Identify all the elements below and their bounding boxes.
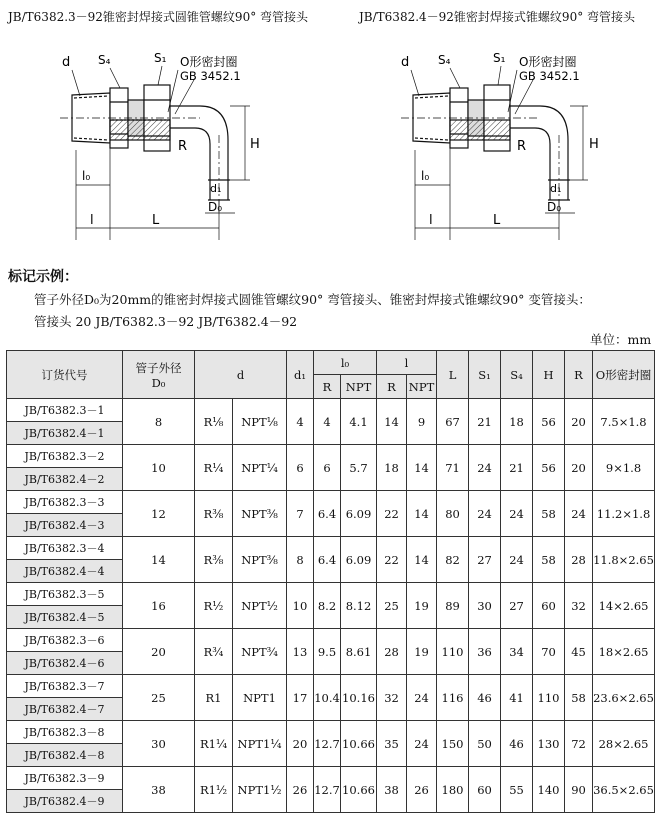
cell-d-npt: NPT³⁄₄ [233, 629, 287, 675]
cell-d1: 6 [287, 445, 314, 491]
cell-l-npt: 14 [407, 491, 437, 537]
order-code-cell: JB/T6382.4－2 [7, 468, 123, 491]
cell-od: 25 [123, 675, 195, 721]
unit-label: 单位：mm [590, 332, 652, 347]
cell-l-npt: 9 [407, 399, 437, 445]
header-od [123, 351, 195, 399]
cell-S1: 24 [469, 491, 501, 537]
order-code-cell: JB/T6382.3－2 [7, 445, 123, 468]
cell-d-r: R³⁄₈ [195, 537, 233, 583]
cell-l0-npt: 6.09 [341, 537, 377, 583]
header-oring: O形密封圈 [593, 351, 655, 399]
example-line-2: 管接头 20 JB/T6382.3－92 JB/T6382.4－92 [34, 314, 298, 329]
cell-R: 90 [565, 767, 593, 813]
cell-H: 110 [533, 675, 565, 721]
cell-L: 71 [437, 445, 469, 491]
cell-oring: 7.5×1.8 [593, 399, 655, 445]
label-s4: S₄ [438, 53, 451, 67]
cell-l0-npt: 8.61 [341, 629, 377, 675]
cell-d-npt: NPT¹⁄₂ [233, 583, 287, 629]
table-row [7, 445, 655, 468]
cell-R: 72 [565, 721, 593, 767]
label-l: l [90, 213, 94, 228]
cell-L: 67 [437, 399, 469, 445]
order-code-cell: JB/T6382.3－7 [7, 675, 123, 698]
label-s1: S₁ [493, 51, 506, 65]
label-gb: GB 3452.1 [180, 69, 241, 83]
figure-1-caption: JB/T6382.3－92锥密封焊接式圆锥管螺纹90° 弯管接头 [8, 10, 309, 24]
header-l0-NPT: NPT [341, 375, 377, 399]
label-oring: O形密封圈 [519, 55, 577, 69]
table-body [7, 399, 655, 813]
cell-oring: 11.2×1.8 [593, 491, 655, 537]
cell-oring: 28×2.65 [593, 721, 655, 767]
cell-L: 110 [437, 629, 469, 675]
label-l: l [429, 213, 433, 228]
cell-d-r: R³⁄₄ [195, 629, 233, 675]
label-d: d [62, 55, 71, 70]
cell-L: 150 [437, 721, 469, 767]
cell-l-r: 38 [377, 767, 407, 813]
cell-L: 80 [437, 491, 469, 537]
label-l0: l₀ [82, 169, 91, 183]
cell-l-npt: 19 [407, 583, 437, 629]
cell-S1: 60 [469, 767, 501, 813]
cell-H: 56 [533, 399, 565, 445]
header-H: H [533, 351, 565, 399]
label-h: H [250, 137, 260, 152]
header-l-NPT: NPT [407, 375, 437, 399]
table-row [7, 721, 655, 744]
order-code-cell: JB/T6382.3－8 [7, 721, 123, 744]
cell-R: 20 [565, 399, 593, 445]
label-D0: D₀ [208, 200, 223, 214]
cell-d1: 8 [287, 537, 314, 583]
cell-d1: 4 [287, 399, 314, 445]
order-code-cell: JB/T6382.4－6 [7, 652, 123, 675]
cell-S1: 27 [469, 537, 501, 583]
cell-d1: 13 [287, 629, 314, 675]
order-code-cell: JB/T6382.4－3 [7, 514, 123, 537]
cell-H: 60 [533, 583, 565, 629]
order-code-cell: JB/T6382.3－3 [7, 491, 123, 514]
table-row [7, 583, 655, 606]
spec-table [6, 350, 655, 813]
cell-d-r: R1¹⁄₂ [195, 767, 233, 813]
figure-2-caption: JB/T6382.4－92锥密封焊接式锥螺纹90° 弯管接头 [359, 10, 636, 24]
cell-L: 116 [437, 675, 469, 721]
header-l: l [377, 351, 437, 375]
header-d: d [195, 351, 287, 399]
cell-S1: 36 [469, 629, 501, 675]
order-code-cell: JB/T6382.3－6 [7, 629, 123, 652]
header-R: R [565, 351, 593, 399]
label-d1: d₁ [550, 182, 562, 195]
cell-oring: 9×1.8 [593, 445, 655, 491]
cell-d-r: R¹⁄₂ [195, 583, 233, 629]
cell-L: 89 [437, 583, 469, 629]
label-gb: GB 3452.1 [519, 69, 580, 83]
cell-l0-r: 8.2 [314, 583, 341, 629]
cell-l-r: 32 [377, 675, 407, 721]
cell-R: 58 [565, 675, 593, 721]
cell-oring: 14×2.65 [593, 583, 655, 629]
cell-S4: 18 [501, 399, 533, 445]
cell-d-r: R1¹⁄₄ [195, 721, 233, 767]
header-l0: l₀ [314, 351, 377, 375]
header-l0-R: R [314, 375, 341, 399]
cell-l0-npt: 10.16 [341, 675, 377, 721]
cell-H: 58 [533, 491, 565, 537]
header-d1: d₁ [287, 351, 314, 399]
cell-l-r: 22 [377, 491, 407, 537]
cell-od: 14 [123, 537, 195, 583]
cell-d-npt: NPT³⁄₈ [233, 491, 287, 537]
cell-R: 24 [565, 491, 593, 537]
cell-l-npt: 24 [407, 675, 437, 721]
cell-d-r: R¹⁄₄ [195, 445, 233, 491]
cell-l0-npt: 10.66 [341, 767, 377, 813]
cell-R: 32 [565, 583, 593, 629]
order-code-cell: JB/T6382.4－9 [7, 790, 123, 813]
cell-l-r: 14 [377, 399, 407, 445]
cell-oring: 11.8×2.65 [593, 537, 655, 583]
label-oring: O形密封圈 [180, 55, 238, 69]
header-od-line2: D₀ [151, 375, 166, 390]
cell-S4: 46 [501, 721, 533, 767]
cell-d-npt: NPT¹⁄₈ [233, 399, 287, 445]
label-r: R [517, 139, 527, 154]
table-row [7, 537, 655, 560]
cell-l0-npt: 6.09 [341, 491, 377, 537]
cell-S1: 30 [469, 583, 501, 629]
label-d: d [401, 55, 410, 70]
cell-S1: 46 [469, 675, 501, 721]
cell-l-r: 22 [377, 537, 407, 583]
cell-S4: 41 [501, 675, 533, 721]
cell-od: 30 [123, 721, 195, 767]
cell-d-npt: NPT¹⁄₄ [233, 445, 287, 491]
label-d1: d₁ [210, 182, 222, 195]
order-code-cell: JB/T6382.4－7 [7, 698, 123, 721]
cell-d1: 7 [287, 491, 314, 537]
header-code: 订货代号 [7, 351, 123, 399]
cell-d-npt: NPT1¹⁄₂ [233, 767, 287, 813]
cell-d-r: R¹⁄₈ [195, 399, 233, 445]
cell-l0-npt: 5.7 [341, 445, 377, 491]
cell-H: 56 [533, 445, 565, 491]
cell-l0-r: 10.4 [314, 675, 341, 721]
order-code-cell: JB/T6382.3－1 [7, 399, 123, 422]
cell-d1: 10 [287, 583, 314, 629]
header-L: L [437, 351, 469, 399]
cell-l0-npt: 10.66 [341, 721, 377, 767]
cell-S4: 24 [501, 537, 533, 583]
label-h: H [589, 137, 599, 152]
label-l0: l₀ [421, 169, 430, 183]
cell-H: 70 [533, 629, 565, 675]
cell-S4: 34 [501, 629, 533, 675]
cell-d-r: R1 [195, 675, 233, 721]
example-heading: 标记示例： [8, 269, 78, 285]
cell-l0-npt: 8.12 [341, 583, 377, 629]
cell-l0-npt: 4.1 [341, 399, 377, 445]
cell-d-r: R³⁄₈ [195, 491, 233, 537]
cell-R: 20 [565, 445, 593, 491]
cell-d1: 26 [287, 767, 314, 813]
cell-H: 140 [533, 767, 565, 813]
order-code-cell: JB/T6382.3－4 [7, 537, 123, 560]
cell-od: 10 [123, 445, 195, 491]
order-code-cell: JB/T6382.4－8 [7, 744, 123, 767]
cell-od: 38 [123, 767, 195, 813]
table-row [7, 629, 655, 652]
cell-R: 28 [565, 537, 593, 583]
cell-l-r: 28 [377, 629, 407, 675]
cell-L: 180 [437, 767, 469, 813]
cell-d1: 20 [287, 721, 314, 767]
cell-d1: 17 [287, 675, 314, 721]
order-code-cell: JB/T6382.4－5 [7, 606, 123, 629]
cell-l-npt: 19 [407, 629, 437, 675]
cell-d-npt: NPT1¹⁄₄ [233, 721, 287, 767]
cell-d-npt: NPT³⁄₈ [233, 537, 287, 583]
header-S4: S₄ [501, 351, 533, 399]
table-row [7, 675, 655, 698]
cell-oring: 23.6×2.65 [593, 675, 655, 721]
cell-od: 12 [123, 491, 195, 537]
cell-od: 20 [123, 629, 195, 675]
cell-l-npt: 14 [407, 537, 437, 583]
cell-R: 45 [565, 629, 593, 675]
label-D0: D₀ [547, 200, 562, 214]
fitting-drawing-2 [395, 40, 655, 250]
cell-l-r: 18 [377, 445, 407, 491]
cell-H: 58 [533, 537, 565, 583]
cell-l0-r: 4 [314, 399, 341, 445]
cell-od: 16 [123, 583, 195, 629]
label-s4: S₄ [98, 53, 111, 67]
label-L: L [493, 213, 501, 228]
header-S1: S₁ [469, 351, 501, 399]
table-row [7, 767, 655, 790]
cell-S1: 24 [469, 445, 501, 491]
cell-S1: 21 [469, 399, 501, 445]
cell-l-npt: 14 [407, 445, 437, 491]
cell-l0-r: 6.4 [314, 537, 341, 583]
cell-H: 130 [533, 721, 565, 767]
cell-S4: 27 [501, 583, 533, 629]
example-line-1: 管子外径D₀为20mm的锥密封焊接式圆锥管螺纹90° 弯管接头、锥密封焊接式锥螺纹90° 变管接头： [34, 292, 591, 307]
order-code-cell: JB/T6382.4－4 [7, 560, 123, 583]
order-code-cell: JB/T6382.3－5 [7, 583, 123, 606]
label-L: L [152, 213, 160, 228]
cell-S4: 21 [501, 445, 533, 491]
fitting-drawing-1 [50, 40, 330, 250]
header-od-line1: 管子外径 [135, 360, 182, 375]
cell-S4: 55 [501, 767, 533, 813]
cell-S1: 50 [469, 721, 501, 767]
label-r: R [178, 139, 188, 154]
order-code-cell: JB/T6382.3－9 [7, 767, 123, 790]
order-code-cell: JB/T6382.4－1 [7, 422, 123, 445]
table-row [7, 491, 655, 514]
cell-l0-r: 6 [314, 445, 341, 491]
label-s1: S₁ [154, 51, 167, 65]
header-l-R: R [377, 375, 407, 399]
cell-l0-r: 9.5 [314, 629, 341, 675]
cell-l0-r: 12.7 [314, 721, 341, 767]
cell-oring: 18×2.65 [593, 629, 655, 675]
table-row [7, 399, 655, 422]
cell-l0-r: 6.4 [314, 491, 341, 537]
cell-oring: 36.5×2.65 [593, 767, 655, 813]
cell-d-npt: NPT1 [233, 675, 287, 721]
cell-l-npt: 24 [407, 721, 437, 767]
cell-S4: 24 [501, 491, 533, 537]
cell-L: 82 [437, 537, 469, 583]
cell-l0-r: 12.7 [314, 767, 341, 813]
cell-od: 8 [123, 399, 195, 445]
cell-l-r: 35 [377, 721, 407, 767]
cell-l-r: 25 [377, 583, 407, 629]
cell-l-npt: 26 [407, 767, 437, 813]
